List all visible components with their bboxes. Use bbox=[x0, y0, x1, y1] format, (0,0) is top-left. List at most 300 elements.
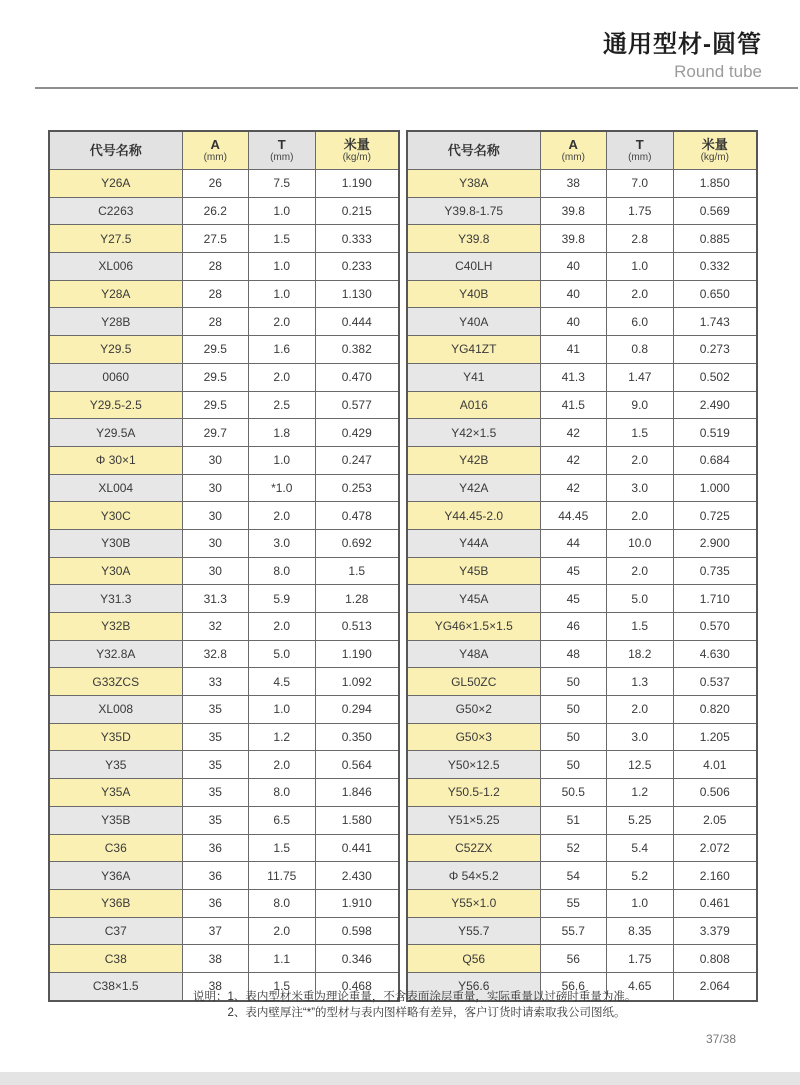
a-value-cell: 31.3 bbox=[182, 585, 249, 613]
table-row bbox=[49, 668, 399, 696]
a-value-cell: 38 bbox=[540, 170, 607, 198]
t-value-cell: 1.0 bbox=[249, 197, 316, 225]
code-cell: Y39.8 bbox=[407, 225, 540, 253]
t-value-cell: 4.5 bbox=[249, 668, 316, 696]
meter-weight-cell: 0.598 bbox=[315, 917, 399, 945]
meter-weight-cell: 3.379 bbox=[673, 917, 757, 945]
code-cell: G50×2 bbox=[407, 696, 540, 724]
t-value-cell: 1.0 bbox=[249, 446, 316, 474]
meter-weight-cell: 0.577 bbox=[315, 391, 399, 419]
column-header-t-label: T bbox=[277, 137, 286, 152]
table-row bbox=[407, 834, 757, 862]
a-value-cell: 28 bbox=[182, 280, 249, 308]
meter-weight-cell: 0.332 bbox=[673, 253, 757, 281]
meter-weight-cell: 0.502 bbox=[673, 363, 757, 391]
t-value-cell: 1.0 bbox=[607, 253, 674, 281]
meter-weight-cell: 2.430 bbox=[315, 862, 399, 890]
table-row bbox=[407, 308, 757, 336]
table-row bbox=[407, 889, 757, 917]
code-cell: Y31.3 bbox=[49, 585, 182, 613]
page-number: 37/38 bbox=[705, 1032, 736, 1046]
table-row bbox=[49, 613, 399, 641]
table-row bbox=[407, 253, 757, 281]
meter-weight-cell: 0.519 bbox=[673, 419, 757, 447]
meter-weight-cell: 0.820 bbox=[673, 696, 757, 724]
table-row bbox=[49, 779, 399, 807]
code-cell: Y35D bbox=[49, 723, 182, 751]
t-value-cell: 1.5 bbox=[249, 834, 316, 862]
code-cell: Y51×5.25 bbox=[407, 806, 540, 834]
a-value-cell: 28 bbox=[182, 253, 249, 281]
a-value-cell: 40 bbox=[540, 308, 607, 336]
t-value-cell: 12.5 bbox=[607, 751, 674, 779]
a-value-cell: 35 bbox=[182, 723, 249, 751]
meter-weight-cell: 2.072 bbox=[673, 834, 757, 862]
t-value-cell: 1.5 bbox=[607, 419, 674, 447]
code-cell: Y28A bbox=[49, 280, 182, 308]
meter-weight-cell: 2.900 bbox=[673, 529, 757, 557]
t-value-cell: 3.0 bbox=[607, 723, 674, 751]
t-value-cell: 1.1 bbox=[249, 945, 316, 973]
a-value-cell: 50 bbox=[540, 723, 607, 751]
code-cell: Φ 54×5.2 bbox=[407, 862, 540, 890]
t-value-cell: 8.0 bbox=[249, 557, 316, 585]
a-value-cell: 41 bbox=[540, 336, 607, 364]
t-value-cell: 2.0 bbox=[607, 696, 674, 724]
meter-weight-cell: 0.346 bbox=[315, 945, 399, 973]
table-row bbox=[407, 723, 757, 751]
a-value-cell: 52 bbox=[540, 834, 607, 862]
table-row bbox=[49, 806, 399, 834]
meter-weight-cell: 0.429 bbox=[315, 419, 399, 447]
t-value-cell: 1.0 bbox=[249, 253, 316, 281]
column-header-a-label: A bbox=[568, 137, 578, 152]
table-row bbox=[49, 557, 399, 585]
t-value-cell: 2.0 bbox=[249, 613, 316, 641]
table-row bbox=[407, 336, 757, 364]
t-value-cell: 5.4 bbox=[607, 834, 674, 862]
a-value-cell: 38 bbox=[182, 945, 249, 973]
table-row bbox=[407, 170, 757, 198]
code-cell: YG46×1.5×1.5 bbox=[407, 613, 540, 641]
meter-weight-cell: 1.710 bbox=[673, 585, 757, 613]
table-row bbox=[49, 529, 399, 557]
t-value-cell: 2.5 bbox=[249, 391, 316, 419]
table-row bbox=[407, 280, 757, 308]
a-value-cell: 30 bbox=[182, 446, 249, 474]
table-row bbox=[407, 502, 757, 530]
code-cell: C38 bbox=[49, 945, 182, 973]
t-value-cell: 1.75 bbox=[607, 945, 674, 973]
t-value-cell: 5.9 bbox=[249, 585, 316, 613]
code-cell: Y30C bbox=[49, 502, 182, 530]
meter-weight-cell: 4.630 bbox=[673, 640, 757, 668]
table-row bbox=[407, 668, 757, 696]
a-value-cell: 29.5 bbox=[182, 391, 249, 419]
a-value-cell: 26.2 bbox=[182, 197, 249, 225]
t-value-cell: 2.0 bbox=[607, 502, 674, 530]
code-cell: Y30A bbox=[49, 557, 182, 585]
a-value-cell: 30 bbox=[182, 474, 249, 502]
meter-weight-cell: 1.910 bbox=[315, 889, 399, 917]
code-cell: Y30B bbox=[49, 529, 182, 557]
meter-weight-cell: 1.846 bbox=[315, 779, 399, 807]
a-value-cell: 50 bbox=[540, 696, 607, 724]
t-value-cell: 2.0 bbox=[607, 280, 674, 308]
code-cell: Y40A bbox=[407, 308, 540, 336]
table-row bbox=[407, 945, 757, 973]
code-cell: G33ZCS bbox=[49, 668, 182, 696]
table-row bbox=[49, 280, 399, 308]
a-value-cell: 48 bbox=[540, 640, 607, 668]
table-row bbox=[49, 862, 399, 890]
page-title: 通用型材-圆管 bbox=[603, 31, 762, 58]
a-value-cell: 36 bbox=[182, 834, 249, 862]
column-header-code-label: 代号名称 bbox=[447, 142, 500, 158]
t-value-cell: 1.2 bbox=[249, 723, 316, 751]
t-value-cell: 2.0 bbox=[249, 308, 316, 336]
code-cell: Y55.7 bbox=[407, 917, 540, 945]
column-header-a-unit: (mm) bbox=[203, 152, 227, 163]
meter-weight-cell: 0.650 bbox=[673, 280, 757, 308]
column-header-weight-label: 米量 bbox=[701, 137, 728, 152]
t-value-cell: 3.0 bbox=[607, 474, 674, 502]
column-header-t-label: T bbox=[635, 137, 644, 152]
code-cell: C38×1.5 bbox=[49, 972, 182, 1000]
a-value-cell: 32.8 bbox=[182, 640, 249, 668]
code-cell: Y35 bbox=[49, 751, 182, 779]
table-row bbox=[49, 474, 399, 502]
meter-weight-cell: 0.444 bbox=[315, 308, 399, 336]
notes-lines bbox=[228, 989, 637, 1021]
meter-weight-cell: 0.294 bbox=[315, 696, 399, 724]
code-cell: Y29.5A bbox=[49, 419, 182, 447]
t-value-cell: 1.75 bbox=[607, 197, 674, 225]
code-cell: C52ZX bbox=[407, 834, 540, 862]
a-value-cell: 45 bbox=[540, 585, 607, 613]
meter-weight-cell: 1.000 bbox=[673, 474, 757, 502]
a-value-cell: 35 bbox=[182, 696, 249, 724]
meter-weight-cell: 0.215 bbox=[315, 197, 399, 225]
column-header-a-unit: (mm) bbox=[561, 152, 585, 163]
a-value-cell: 42 bbox=[540, 446, 607, 474]
table-row bbox=[49, 170, 399, 198]
code-cell: Y44.45-2.0 bbox=[407, 502, 540, 530]
column-header-weight bbox=[673, 131, 757, 170]
code-cell: Y42A bbox=[407, 474, 540, 502]
t-value-cell: 1.3 bbox=[607, 668, 674, 696]
table-row bbox=[407, 779, 757, 807]
a-value-cell: 41.5 bbox=[540, 391, 607, 419]
meter-weight-cell: 1.130 bbox=[315, 280, 399, 308]
meter-weight-cell: 0.333 bbox=[315, 225, 399, 253]
code-cell: C2263 bbox=[49, 197, 182, 225]
meter-weight-cell: 1.092 bbox=[315, 668, 399, 696]
a-value-cell: 29.7 bbox=[182, 419, 249, 447]
code-cell: Y41 bbox=[407, 363, 540, 391]
table-row bbox=[407, 751, 757, 779]
t-value-cell: 1.47 bbox=[607, 363, 674, 391]
a-value-cell: 36 bbox=[182, 862, 249, 890]
t-value-cell: 7.5 bbox=[249, 170, 316, 198]
table-row bbox=[407, 696, 757, 724]
a-value-cell: 56.6 bbox=[540, 972, 607, 1000]
a-value-cell: 50 bbox=[540, 668, 607, 696]
table-row bbox=[407, 806, 757, 834]
t-value-cell: 2.0 bbox=[607, 446, 674, 474]
a-value-cell: 30 bbox=[182, 557, 249, 585]
a-value-cell: 55 bbox=[540, 889, 607, 917]
table-row bbox=[49, 446, 399, 474]
a-value-cell: 26 bbox=[182, 170, 249, 198]
a-value-cell: 35 bbox=[182, 779, 249, 807]
code-cell: A016 bbox=[407, 391, 540, 419]
code-cell: Y42B bbox=[407, 446, 540, 474]
table-row bbox=[49, 640, 399, 668]
note-line-2: 2、表内壁厚注“*”的型材与表内图样略有差异，客户订货时请索取我公司图纸。 bbox=[227, 1007, 626, 1019]
meter-weight-cell: 0.233 bbox=[315, 253, 399, 281]
table-row bbox=[49, 723, 399, 751]
header-rule bbox=[35, 87, 798, 89]
meter-weight-cell: 1.190 bbox=[315, 170, 399, 198]
header-row bbox=[49, 131, 399, 170]
code-cell: Y56.6 bbox=[407, 972, 540, 1000]
notes-label: 说明： bbox=[193, 991, 228, 1003]
t-value-cell: 11.75 bbox=[249, 862, 316, 890]
column-header-a-label: A bbox=[210, 137, 220, 152]
a-value-cell: 51 bbox=[540, 806, 607, 834]
meter-weight-cell: 1.850 bbox=[673, 170, 757, 198]
table-row bbox=[49, 917, 399, 945]
meter-weight-cell: 0.470 bbox=[315, 363, 399, 391]
t-value-cell: 4.65 bbox=[607, 972, 674, 1000]
meter-weight-cell: 0.513 bbox=[315, 613, 399, 641]
a-value-cell: 30 bbox=[182, 502, 249, 530]
meter-weight-cell: 0.253 bbox=[315, 474, 399, 502]
t-value-cell: 1.5 bbox=[249, 225, 316, 253]
t-value-cell: 3.0 bbox=[249, 529, 316, 557]
code-cell: YG41ZT bbox=[407, 336, 540, 364]
a-value-cell: 33 bbox=[182, 668, 249, 696]
code-cell: Φ 30×1 bbox=[49, 446, 182, 474]
code-cell: Y44A bbox=[407, 529, 540, 557]
t-value-cell: 5.0 bbox=[249, 640, 316, 668]
table-row bbox=[49, 751, 399, 779]
table-row bbox=[407, 225, 757, 253]
t-value-cell: 6.5 bbox=[249, 806, 316, 834]
meter-weight-cell: 0.725 bbox=[673, 502, 757, 530]
code-cell: Y27.5 bbox=[49, 225, 182, 253]
t-value-cell: 10.0 bbox=[607, 529, 674, 557]
code-cell: XL008 bbox=[49, 696, 182, 724]
column-header-code-label: 代号名称 bbox=[89, 142, 142, 158]
code-cell: Y32B bbox=[49, 613, 182, 641]
t-value-cell: 2.0 bbox=[249, 751, 316, 779]
meter-weight-cell: 1.190 bbox=[315, 640, 399, 668]
code-cell: Y38A bbox=[407, 170, 540, 198]
meter-weight-cell: 0.461 bbox=[673, 889, 757, 917]
t-value-cell: 1.2 bbox=[607, 779, 674, 807]
a-value-cell: 35 bbox=[182, 806, 249, 834]
t-value-cell: 1.0 bbox=[249, 280, 316, 308]
meter-weight-cell: 1.743 bbox=[673, 308, 757, 336]
a-value-cell: 44.45 bbox=[540, 502, 607, 530]
t-value-cell: 18.2 bbox=[607, 640, 674, 668]
table-row bbox=[49, 889, 399, 917]
meter-weight-cell: 0.350 bbox=[315, 723, 399, 751]
code-cell: C36 bbox=[49, 834, 182, 862]
meter-weight-cell: 2.05 bbox=[673, 806, 757, 834]
table-row bbox=[49, 225, 399, 253]
code-cell: Y35B bbox=[49, 806, 182, 834]
a-value-cell: 30 bbox=[182, 529, 249, 557]
code-cell: Y29.5 bbox=[49, 336, 182, 364]
a-value-cell: 50.5 bbox=[540, 779, 607, 807]
code-cell: Y48A bbox=[407, 640, 540, 668]
a-value-cell: 40 bbox=[540, 280, 607, 308]
page-subtitle: Round tube bbox=[674, 62, 762, 81]
column-header-code bbox=[407, 131, 540, 170]
table-row bbox=[407, 391, 757, 419]
column-header-weight-label: 米量 bbox=[343, 137, 370, 152]
meter-weight-cell: 0.564 bbox=[315, 751, 399, 779]
code-cell: GL50ZC bbox=[407, 668, 540, 696]
meter-weight-cell: 0.570 bbox=[673, 613, 757, 641]
a-value-cell: 45 bbox=[540, 557, 607, 585]
a-value-cell: 41.3 bbox=[540, 363, 607, 391]
t-value-cell: 2.0 bbox=[249, 502, 316, 530]
t-value-cell: 1.0 bbox=[249, 696, 316, 724]
round-tube-table-left bbox=[48, 130, 400, 1002]
code-cell: Y39.8-1.75 bbox=[407, 197, 540, 225]
table-row bbox=[49, 585, 399, 613]
code-cell: C40LH bbox=[407, 253, 540, 281]
meter-weight-cell: 0.273 bbox=[673, 336, 757, 364]
a-value-cell: 42 bbox=[540, 474, 607, 502]
meter-weight-cell: 0.692 bbox=[315, 529, 399, 557]
notes-block bbox=[193, 989, 636, 1021]
code-cell: G50×3 bbox=[407, 723, 540, 751]
t-value-cell: *1.0 bbox=[249, 474, 316, 502]
meter-weight-cell: 1.580 bbox=[315, 806, 399, 834]
round-tube-tables bbox=[48, 130, 758, 1002]
meter-weight-cell: 0.537 bbox=[673, 668, 757, 696]
code-cell: Q56 bbox=[407, 945, 540, 973]
table-row bbox=[49, 834, 399, 862]
code-cell: Y45A bbox=[407, 585, 540, 613]
table-row bbox=[407, 585, 757, 613]
t-value-cell: 1.0 bbox=[607, 889, 674, 917]
t-value-cell: 2.8 bbox=[607, 225, 674, 253]
meter-weight-cell: 0.468 bbox=[315, 972, 399, 1000]
meter-weight-cell: 2.064 bbox=[673, 972, 757, 1000]
column-header-a bbox=[182, 131, 249, 170]
a-value-cell: 37 bbox=[182, 917, 249, 945]
t-value-cell: 8.35 bbox=[607, 917, 674, 945]
t-value-cell: 9.0 bbox=[607, 391, 674, 419]
note-line-1: 1、表内型材米重为理论重量，不含表面涂层重量，实际重量以过磅时重量为准。 bbox=[227, 991, 637, 1003]
table-row bbox=[407, 419, 757, 447]
code-cell: Y26A bbox=[49, 170, 182, 198]
meter-weight-cell: 0.441 bbox=[315, 834, 399, 862]
t-value-cell: 1.6 bbox=[249, 336, 316, 364]
code-cell: C37 bbox=[49, 917, 182, 945]
meter-weight-cell: 0.478 bbox=[315, 502, 399, 530]
table-row bbox=[407, 474, 757, 502]
t-value-cell: 7.0 bbox=[607, 170, 674, 198]
meter-weight-cell: 0.506 bbox=[673, 779, 757, 807]
a-value-cell: 46 bbox=[540, 613, 607, 641]
code-cell: XL004 bbox=[49, 474, 182, 502]
column-header-t-unit: (mm) bbox=[628, 152, 652, 163]
meter-weight-cell: 0.735 bbox=[673, 557, 757, 585]
t-value-cell: 8.0 bbox=[249, 779, 316, 807]
meter-weight-cell: 2.160 bbox=[673, 862, 757, 890]
meter-weight-cell: 4.01 bbox=[673, 751, 757, 779]
t-value-cell: 2.0 bbox=[249, 363, 316, 391]
footer-band bbox=[0, 1072, 800, 1085]
a-value-cell: 54 bbox=[540, 862, 607, 890]
table-row bbox=[49, 308, 399, 336]
code-cell: Y50×12.5 bbox=[407, 751, 540, 779]
meter-weight-cell: 0.808 bbox=[673, 945, 757, 973]
column-header-t bbox=[249, 131, 316, 170]
meter-weight-cell: 0.247 bbox=[315, 446, 399, 474]
table-row bbox=[49, 945, 399, 973]
a-value-cell: 39.8 bbox=[540, 225, 607, 253]
column-header-t bbox=[607, 131, 674, 170]
a-value-cell: 36 bbox=[182, 889, 249, 917]
t-value-cell: 6.0 bbox=[607, 308, 674, 336]
a-value-cell: 56 bbox=[540, 945, 607, 973]
a-value-cell: 27.5 bbox=[182, 225, 249, 253]
a-value-cell: 38 bbox=[182, 972, 249, 1000]
column-header-code bbox=[49, 131, 182, 170]
t-value-cell: 2.0 bbox=[607, 557, 674, 585]
table-row bbox=[407, 613, 757, 641]
t-value-cell: 5.0 bbox=[607, 585, 674, 613]
code-cell: Y42×1.5 bbox=[407, 419, 540, 447]
table-row bbox=[49, 253, 399, 281]
code-cell: Y36A bbox=[49, 862, 182, 890]
a-value-cell: 32 bbox=[182, 613, 249, 641]
column-header-t-unit: (mm) bbox=[270, 152, 294, 163]
table-row bbox=[49, 363, 399, 391]
column-header-weight-unit: (kg/m) bbox=[342, 152, 371, 163]
a-value-cell: 50 bbox=[540, 751, 607, 779]
t-value-cell: 5.25 bbox=[607, 806, 674, 834]
table-row bbox=[407, 640, 757, 668]
a-value-cell: 44 bbox=[540, 529, 607, 557]
table-row bbox=[49, 391, 399, 419]
t-value-cell: 1.5 bbox=[249, 972, 316, 1000]
meter-weight-cell: 0.885 bbox=[673, 225, 757, 253]
code-cell: Y55×1.0 bbox=[407, 889, 540, 917]
header-row bbox=[407, 131, 757, 170]
table-row bbox=[49, 696, 399, 724]
table-row bbox=[49, 197, 399, 225]
code-cell: XL006 bbox=[49, 253, 182, 281]
a-value-cell: 55.7 bbox=[540, 917, 607, 945]
meter-weight-cell: 1.5 bbox=[315, 557, 399, 585]
code-cell: Y40B bbox=[407, 280, 540, 308]
t-value-cell: 5.2 bbox=[607, 862, 674, 890]
table-row bbox=[49, 419, 399, 447]
a-value-cell: 40 bbox=[540, 253, 607, 281]
a-value-cell: 35 bbox=[182, 751, 249, 779]
column-header-weight bbox=[315, 131, 399, 170]
table-row bbox=[49, 502, 399, 530]
